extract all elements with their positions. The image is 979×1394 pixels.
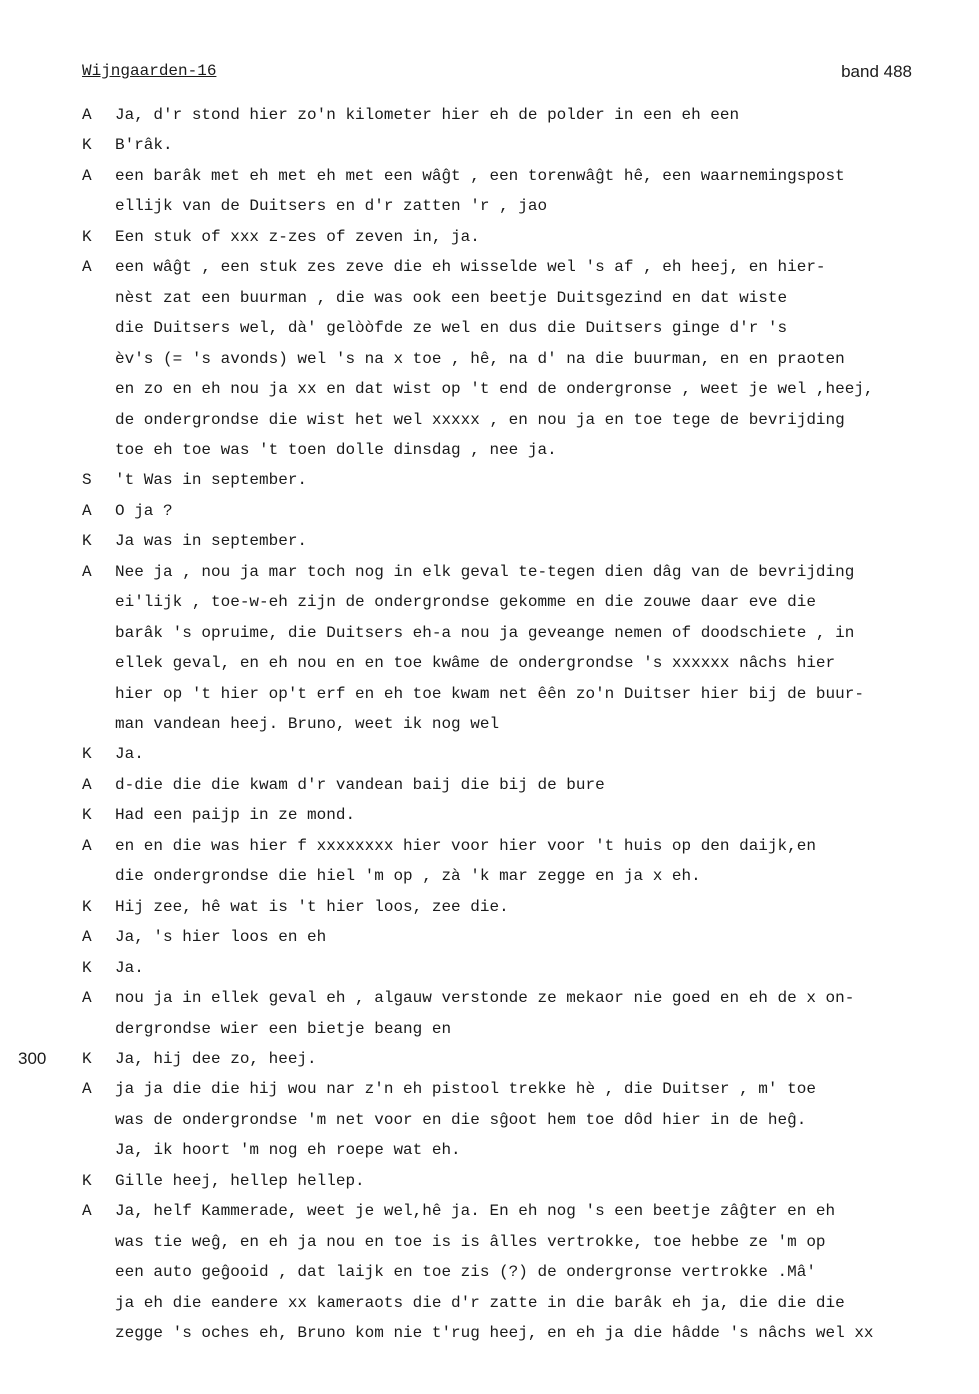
transcript-line (0, 252, 979, 282)
transcript-line (0, 861, 979, 891)
speaker-label: K (82, 745, 92, 764)
transcript-line (0, 1196, 979, 1226)
transcript-line (0, 1227, 979, 1257)
transcript-line (0, 1318, 979, 1348)
transcript-line (0, 953, 979, 983)
speaker-label: K (82, 958, 92, 977)
line-text: Hij zee, hê wat is 't hier loos, zee die. (115, 897, 509, 916)
line-text: Ja, hij dee zo, heej. (115, 1049, 317, 1068)
line-text: ja eh die eandere xx kameraots die d'r zatte in die barâk eh ja, die die die (115, 1293, 845, 1312)
line-text: man vandean heej. Bruno, weet ik nog wel (115, 715, 500, 733)
line-text: Ja. (115, 958, 144, 977)
transcript-line (0, 1105, 979, 1135)
transcript-line (0, 374, 979, 404)
transcript-line (0, 1044, 979, 1074)
line-text: O ja ? (115, 501, 173, 520)
speaker-label: A (82, 1080, 92, 1099)
line-text: ellek geval, en eh nou en en toe kwâme de ondergrondse 's xxxxxx nâchs hier (115, 654, 836, 673)
speaker-label: A (82, 501, 92, 520)
line-text: Gille heej, hellep hellep. (115, 1171, 365, 1190)
line-text: die ondergrondse die hiel 'm op , zà 'k mar zegge en ja x eh. (115, 867, 701, 886)
line-text: dergrondse wier een bietje beang en (115, 1019, 452, 1038)
transcript-line (0, 496, 979, 526)
transcript-line (0, 1288, 979, 1318)
transcript-line (0, 831, 979, 861)
transcript-line (0, 526, 979, 556)
line-text: Nee ja , nou ja mar toch nog in elk geval te-tegen dien dâg van de bevrijding (115, 562, 855, 581)
line-text: barâk 's opruime, die Duitsers eh-a nou ja geveange nemen of doodschiete , in (115, 623, 855, 642)
speaker-label: A (82, 836, 92, 855)
transcript-line (0, 587, 979, 617)
line-text: Had een paijp in ze mond. (115, 806, 356, 825)
line-text: ei'lijk , toe-w-eh zijn de ondergrondse gekomme en die zouwe daar eve die (115, 593, 816, 612)
transcript-line (0, 405, 979, 435)
transcript-line (0, 313, 979, 343)
line-text: en en die was hier f xxxxxxxx hier voor hier voor 't huis op den daijk,en (115, 836, 816, 855)
transcript-line (0, 1257, 979, 1287)
transcript-line (0, 648, 979, 678)
speaker-label: A (82, 258, 92, 277)
line-text: èv's (= 's avonds) wel 's na x toe , hê, na d' na die buurman, en en praoten (115, 349, 845, 368)
transcript-line (0, 983, 979, 1013)
margin-counter: 300 (18, 1048, 47, 1068)
transcript-line (0, 1166, 979, 1196)
line-text: hier op 't hier op't erf en eh toe kwam net êên zo'n Duitser hier bij de buur- (115, 684, 864, 703)
band-number: band 488 (841, 62, 912, 81)
transcript-line (0, 709, 979, 739)
line-text: B'râk. (115, 136, 173, 155)
speaker-label: K (82, 806, 92, 825)
speaker-label: K (82, 136, 92, 155)
transcript-line (0, 770, 979, 800)
line-text: ellijk van de Duitsers en d'r zatten 'r , jao (115, 197, 548, 216)
speaker-label: K (82, 227, 92, 246)
transcript-line (0, 557, 979, 587)
line-text: was tie weĝ, en eh ja nou en toe is is âlles vertrokke, toe hebbe ze 'm op (115, 1232, 826, 1251)
line-text: Ja, ik hoort 'm nog eh roepe wat eh. (115, 1141, 461, 1160)
speaker-label: K (82, 897, 92, 916)
speaker-label: K (82, 1171, 92, 1190)
speaker-label: A (82, 166, 92, 185)
line-text: Ja, d'r stond hier zo'n kilometer hier eh de polder in een eh een (115, 106, 740, 124)
speaker-label: A (82, 989, 92, 1008)
transcript-line (0, 344, 979, 374)
line-text: een auto geĝooid , dat laijk en toe zis (?) de ondergronse vertrokke .Mâ' (115, 1263, 816, 1282)
transcript-line (0, 1074, 979, 1104)
transcript-line (0, 1135, 979, 1165)
line-text: Ja, 's hier loos en eh (115, 928, 327, 947)
transcript-line (0, 222, 979, 252)
line-text: zegge 's oches eh, Bruno kom nie t'rug heej, en eh ja die hâdde 's nâchs wel xx (115, 1324, 874, 1342)
transcript-line (0, 1014, 979, 1044)
line-text: een wâĝt , een stuk zes zeve die eh wisselde wel 's af , eh heej, en hier- (115, 258, 826, 277)
transcript-line (0, 100, 979, 130)
line-text: toe eh toe was 't toen dolle dinsdag , nee ja. (115, 440, 557, 459)
transcript-line (0, 618, 979, 648)
transcript-line (0, 161, 979, 191)
line-text: Een stuk of xxx z-zes of zeven in, ja. (115, 227, 480, 246)
transcript-line (0, 130, 979, 160)
line-text: was de ondergrondse 'm net voor en die sĝoot hem toe dôd hier in de heĝ. (115, 1110, 807, 1129)
transcript-line (0, 465, 979, 495)
line-text: en zo en eh nou ja xx en dat wist op 't end de ondergronse , weet je wel ,heej, (115, 380, 874, 399)
speaker-label: A (82, 775, 92, 794)
transcript-line (0, 435, 979, 465)
page-header (82, 62, 912, 86)
speaker-label: K (82, 1049, 92, 1068)
transcript-line (0, 922, 979, 952)
transcript-line (0, 800, 979, 830)
speaker-label: A (82, 1202, 92, 1221)
line-text: nou ja in ellek geval eh , algauw verstonde ze mekaor nie goed en eh de x on- (115, 989, 855, 1008)
speaker-label: A (82, 106, 92, 124)
line-text: Ja. (115, 745, 144, 764)
document-title: Wijngaarden-16 (82, 62, 217, 80)
speaker-label: A (82, 562, 92, 581)
line-text: de ondergrondse die wist het wel xxxxx , en nou ja en toe tege de bevrijding (115, 410, 845, 429)
transcript-line (0, 892, 979, 922)
line-text: d-die die die kwam d'r vandean baij die bij de bure (115, 775, 605, 794)
line-text: Ja, helf Kammerade, weet je wel,hê ja. En eh nog 's een beetje zâĝter en eh (115, 1202, 836, 1221)
line-text: 't Was in september. (115, 471, 308, 490)
speaker-label: S (82, 471, 92, 490)
line-text: nèst zat een buurman , die was ook een beetje Duitsgezind en dat wiste (115, 288, 788, 307)
line-text: een barâk met eh met eh met een wâĝt , een torenwâĝt hê, een waarnemingspost (115, 166, 845, 185)
transcript-line (0, 679, 979, 709)
speaker-label: K (82, 532, 92, 551)
line-text: Ja was in september. (115, 532, 308, 551)
transcript-line (0, 191, 979, 221)
speaker-label: A (82, 928, 92, 947)
line-text: ja ja die die hij wou nar z'n eh pistool trekke hè , die Duitser , m' toe (115, 1080, 816, 1099)
line-text: die Duitsers wel, dà' gelòòfde ze wel en dus die Duitsers ginge d'r 's (115, 319, 788, 338)
transcript-line (0, 739, 979, 769)
transcript-line (0, 283, 979, 313)
